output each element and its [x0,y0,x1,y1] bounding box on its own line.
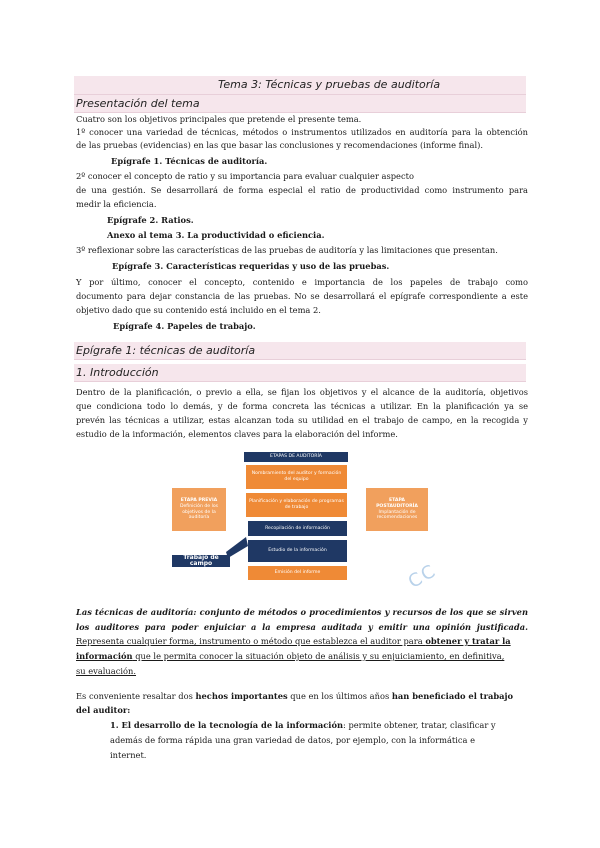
diagram-right-box [366,488,428,531]
diagram-step-3: Recopilación de información [248,521,347,536]
epigrafe-3-label: Epígrafe 3. Características requeridas y uso de las pruebas. [112,261,390,271]
section-title-introduccion: 1. Introducción [76,366,159,379]
diagram-left-body: Definición de los objetivos de la auditoría [179,503,219,521]
diagram-right-body: Implantación de recomendaciones [376,509,418,521]
diagram-step-5: Emisión del informe [248,566,347,580]
anexo-label: Anexo al tema 3. La productividad o eficiencia. [107,230,325,240]
section-title-presentacion: Presentación del tema [76,97,200,110]
hechos-b: hechos importantes [195,691,288,701]
definition-line-3a: Representa cualquier forma, instrumento o método que establezca el auditor para [76,636,426,646]
trabajo-de-campo-label: Trabajo de campo [172,555,230,567]
presentacion-line-5: 2º conocer el concepto de ratio y su importancia para evaluar cualquier aspecto [76,171,414,181]
definition-line-1: Las técnicas de auditoría: conjunto de métodos o procedimientos y recursos de los que se sirven [76,607,528,617]
hechos-c: que en los últimos años [287,691,392,701]
intro-line-1: Dentro de la planificación, o previo a ella, se fijan los objetivos y el alcance de la auditoría, objetivos [76,387,528,397]
hechos-d: han beneficiado el trabajo [391,691,514,701]
presentacion-line-1: Cuatro son los objetivos principales que pretende el presente tema. [76,114,362,124]
definition-line-3b: obtener y tratar la [425,636,511,646]
presentacion-line-13: documento para dejar constancia de las pruebas. No se desarrollará el epígrafe correspondiente a este [76,291,528,301]
page-title: Tema 3: Técnicas y pruebas de auditoría [218,78,441,91]
presentacion-line-3: de las pruebas (evidencias) en las que basar las conclusiones y recomendaciones (informe final). [76,140,484,150]
section-title-epigrafe1: Epígrafe 1: técnicas de auditoría [76,344,256,357]
presentacion-line-6: de una gestión. Se desarrollará de forma especial el ratio de productividad como instrumento para [76,185,528,195]
diagram-step-2: Planificación y elaboración de programas de trabajo [246,493,347,517]
intro-line-3: prevén las técnicas a utilizar, estas alcanzan toda su utilidad en el trabajo de campo, en la recogida y [76,415,528,425]
hechos-item-1-line-2: además de forma rápida una gran variedad de datos, por ejemplo, con la informática e [110,735,476,745]
diagram-step-1: Nombramiento del auditor y formación del equipo [246,465,347,489]
hechos-a: Es conveniente resaltar dos [76,691,196,701]
definition-line-3 [76,635,511,648]
diagram-right-title: ETAPA POSTAUDITORÍA [376,498,418,509]
presentacion-line-7: medir la eficiencia. [76,199,157,209]
epigrafe-1-label: Epígrafe 1. Técnicas de auditoría. [111,156,268,166]
definition-line-4b: que le permita conocer la situación objeto de análisis y su enjuiciamiento, en definitiva, [132,651,505,661]
diagram-step-4: Estudio de la información [248,540,347,562]
definition-line-4a: información [76,651,133,661]
hechos-item-1-line-3: internet. [110,750,147,760]
presentacion-line-12: Y por último, conocer el concepto, contenido e importancia de los papeles de trabajo como [76,277,528,287]
epigrafe-2-label: Epígrafe 2. Ratios. [107,215,194,225]
presentacion-line-14: objetivo dado que su contenido está incluido en el tema 2. [76,305,321,315]
watermark: CC [404,560,441,593]
intro-line-2: que condiciona todo lo demás, y de forma concreta las técnicas a utilizar. En la planificación ya se [76,401,528,411]
definition-line-4 [76,650,504,663]
hechos-item-1-bold: 1. El desarrollo de la tecnología de la información [110,720,344,730]
diagram-left-title: ETAPA PREVIA [180,498,218,504]
hechos-line-1 [76,690,513,703]
hechos-item-1-line-1 [110,719,496,732]
presentacion-line-2: 1º conocer una variedad de técnicas, métodos o instrumentos utilizados en auditoría para la obtención [76,127,528,137]
presentacion-line-10: 3º reflexionar sobre las características de las pruebas de auditoría y las limitaciones que presentan. [76,245,498,255]
diagram-left-box [172,488,226,531]
intro-line-4: estudio de la información, elementos claves para la elaboración del informe. [76,429,398,439]
definition-line-5: su evaluación. [76,666,137,676]
epigrafe-4-label: Epígrafe 4. Papeles de trabajo. [113,321,256,331]
diagram-header-box: ETAPAS DE AUDITORÍA [244,452,348,462]
hechos-line-2: del auditor: [76,705,131,715]
hechos-item-1-rest: : permite obtener, tratar, clasificar y [343,720,496,730]
definition-line-2: los auditores para poder enjuiciar a la empresa auditada y emitir una opinión justificada. [76,622,528,632]
